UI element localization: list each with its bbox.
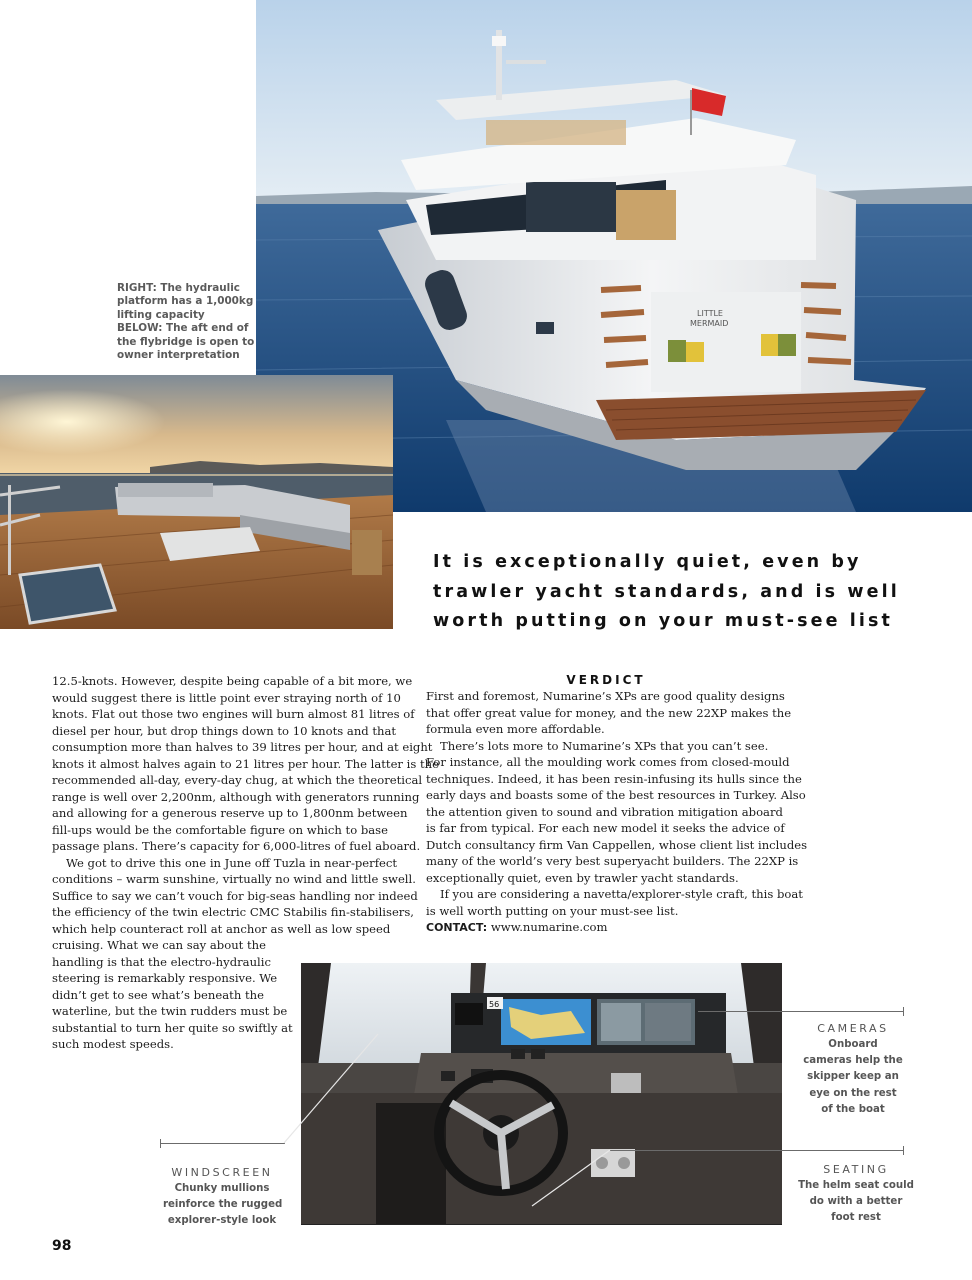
pull-quote-line: worth putting on your must-see list: [433, 611, 893, 631]
body-line: didn’t get to see what’s beneath the: [52, 987, 264, 1002]
body-line: early days and boasts some of the best resources in Turkey. Also: [426, 788, 806, 802]
body-line: knots. Flat out those two engines will burn almost 81 litres of: [52, 707, 415, 721]
flybridge-deck-photo: [0, 375, 393, 629]
caption-line: RIGHT: The hydraulic: [117, 282, 240, 294]
seating-callout-leader: [520, 1140, 620, 1210]
contact-line: [426, 919, 786, 937]
body-line: the efficiency of the twin electric CMC Stabilis fin-stabilisers,: [52, 905, 414, 919]
body-line: steering is remarkably responsive. We: [52, 971, 278, 985]
body-line: We got to drive this one in June off Tuzla in near-perfect: [66, 855, 398, 870]
callout-text: explorer-style look: [167, 1215, 277, 1227]
yacht-name-line1: LITTLE: [697, 309, 723, 318]
caption-line: platform has a 1,000kg: [117, 295, 254, 308]
callout-text: reinforce the rugged: [163, 1199, 283, 1211]
windscreen-callout: [163, 1165, 281, 1230]
pull-quote-line: trawler yacht standards, and is well: [433, 581, 900, 602]
body-line: fill-ups would be the comfortable figure on which to base: [52, 822, 388, 837]
body-line: First and foremost, Numarine’s XPs are good quality designs: [426, 689, 785, 703]
verdict-section: [426, 672, 808, 937]
caption-line: owner interpretation: [117, 349, 240, 362]
body-line: consumption more than halves to 39 litres per hour, and at eight: [52, 740, 433, 754]
caption-line: lifting capacity: [117, 308, 205, 321]
windscreen-callout-line: [160, 1143, 285, 1144]
verdict-heading: VERDICT: [566, 673, 646, 687]
body-line: 12.5-knots. However, despite being capable of a bit more, we: [52, 674, 413, 688]
body-line: If you are considering a navetta/explorer-style craft, this boat: [440, 887, 803, 901]
body-line: conditions – warm sunshine, virtually no wind and little swell.: [52, 872, 416, 886]
body-line: that offer great value for money, and the new 22XP makes the: [426, 705, 792, 720]
body-line: the attention given to sound and vibration mitigation aboard: [426, 804, 783, 819]
body-line: would suggest there is little point ever straying north of 10: [52, 690, 401, 705]
body-line: waterline, but the twin rudders must be: [52, 1004, 288, 1018]
body-line: Suffice to say we can’t vouch for big-seas handling nor indeed: [52, 888, 418, 903]
body-line: such modest speeds.: [52, 1037, 174, 1051]
body-line: knots it almost halves again to 21 litres per hour. The latter is the: [52, 756, 439, 771]
body-line: substantial to turn her quite so swiftly at: [52, 1020, 293, 1035]
body-line: is far from typical. For each new model it seeks the advice of: [426, 821, 785, 835]
seating-callout-tick: [903, 1146, 904, 1155]
callout-text: The helm seat could: [798, 1180, 914, 1191]
caption-line: BELOW: The aft end of: [117, 322, 249, 335]
body-line: exceptionally quiet, even by trawler yacht standards.: [426, 870, 739, 885]
body-line: For instance, all the moulding work comes from closed-mould: [426, 755, 790, 769]
body-line: There’s lots more to Numarine’s XPs that you can’t see.: [440, 738, 769, 753]
photo-caption: [117, 282, 257, 362]
yacht-name-line2: MERMAID: [690, 319, 729, 328]
cameras-callout-line: [698, 1011, 904, 1012]
page-number: 98: [52, 1238, 72, 1254]
body-line: and allowing for a generous reserve up to 1,800nm between: [52, 806, 408, 820]
callout-text: Chunky mullions: [174, 1183, 270, 1194]
body-line: techniques. Indeed, it has been resin-infusing its hulls since the: [426, 771, 802, 786]
callout-text: skipper keep an: [807, 1071, 899, 1083]
seating-callout: [798, 1162, 914, 1227]
cameras-callout: [800, 1021, 906, 1118]
callout-text: foot rest: [831, 1212, 881, 1224]
cameras-callout-tick: [903, 1007, 904, 1016]
windscreen-callout-leader: [280, 1030, 400, 1150]
callout-heading: WINDSCREEN: [171, 1166, 273, 1179]
callout-text: cameras help the: [803, 1055, 903, 1067]
callout-text: Onboard: [828, 1039, 878, 1050]
pull-quote-line: It is exceptionally quiet, even by: [433, 552, 862, 572]
body-line: many of the world’s very best superyacht builders. The 22XP is: [426, 854, 799, 868]
contact-url[interactable]: www.numarine.com: [487, 920, 608, 934]
body-line: formula even more affordable.: [426, 722, 605, 736]
callout-text: eye on the rest: [809, 1087, 897, 1099]
body-line: Dutch consultancy firm Van Cappellen, whose client list includes: [426, 837, 808, 852]
body-line: which help counteract roll at anchor as well as low speed: [52, 921, 391, 936]
callout-heading: CAMERAS: [817, 1022, 889, 1035]
body-line: handling is that the electro-hydraulic: [52, 954, 271, 969]
callout-text: do with a better: [809, 1196, 903, 1208]
body-line: recommended all-day, every-day chug, at which the theoretical: [52, 773, 423, 787]
caption-line: the flybridge is open to: [117, 335, 255, 348]
body-line: diesel per hour, but drop things down to 10 knots and that: [52, 723, 397, 738]
body-line: range is well over 2,200nm, although with generators running: [52, 789, 420, 804]
body-line: is well worth putting on your must-see list.: [426, 903, 679, 918]
body-line: passage plans. There’s capacity for 6,000-litres of fuel aboard.: [52, 839, 421, 853]
windscreen-callout-tick: [160, 1139, 161, 1148]
body-line: cruising. What we can say about the: [52, 938, 267, 952]
callout-heading: SEATING: [823, 1163, 889, 1176]
pull-quote: [433, 548, 900, 637]
seating-callout-line: [610, 1150, 904, 1151]
helm-speed-display: 56: [489, 1000, 500, 1009]
contact-label: CONTACT:: [426, 921, 488, 934]
callout-text: of the boat: [821, 1103, 885, 1115]
